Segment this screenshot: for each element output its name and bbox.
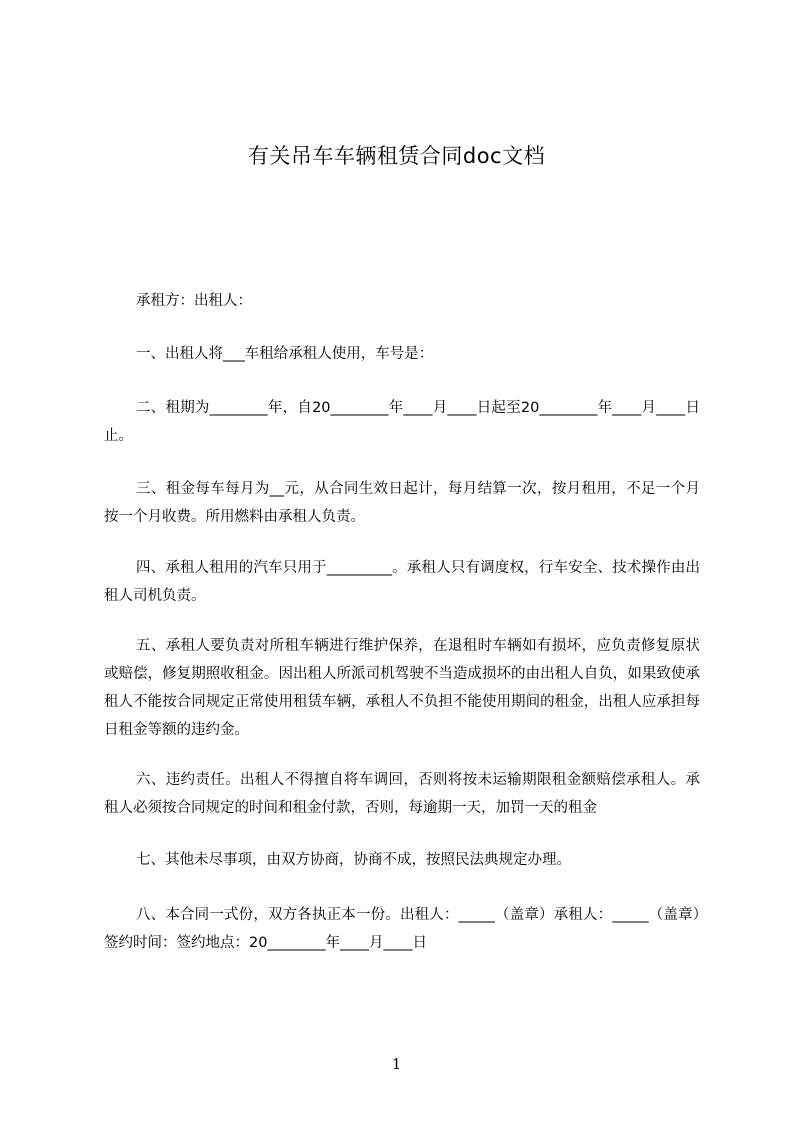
paragraph-parties: 承租方：出租人： — [136, 293, 252, 309]
paragraph-clause-2: 二、租期为________年，自20________年____月____日起至20________年____月____日止。 — [104, 400, 700, 444]
paragraph-clause-1: 一、出租人将___车租给承租人使用，车号是： — [136, 346, 434, 362]
paragraph-clause-6: 六、违约责任。出租人不得擅自将车调回，否则将按未运输期限租金额赔偿承租人。承租人必须按合同规定的时间和租金付款，否则，每逾期一天，加罚一天的租金 — [104, 772, 700, 816]
paragraph-clause-8: 八、本合同一式份，双方各执正本一份。出租人：_____（盖章）承租人：_____（盖章）签约时间：签约地点：20________年____月____日 — [104, 907, 700, 951]
paragraph-clause-5: 五、承租人要负责对所租车辆进行维护保养，在退租时车辆如有损坏，应负责修复原状或赔偿，修复期照收租金。因出租人所派司机驾驶不当造成损坏的由出租人自负，如果致使承租人不能按合同规定正常使用租赁车辆，承租人不负担不能使用期间的租金，出租人应承担每日租金等额的违约金。 — [104, 638, 700, 738]
paragraph-clause-7: 七、其他未尽事项，由双方协商，协商不成，按照民法典规定办理。 — [136, 852, 571, 868]
paragraph-clause-3: 三、租金每车每月为__元，从合同生效日起计，每月结算一次，按月租用，不足一个月按一个月收费。所用燃料由承租人负责。 — [104, 481, 700, 525]
document-title: 有关吊车车辆租赁合同doc文档 — [247, 144, 546, 168]
paragraph-clause-4: 四、承租人租用的汽车只用于_________。承租人只有调度权，行车安全、技术操作由出租人司机负责。 — [104, 560, 700, 604]
page-number: 1 — [391, 1055, 402, 1073]
